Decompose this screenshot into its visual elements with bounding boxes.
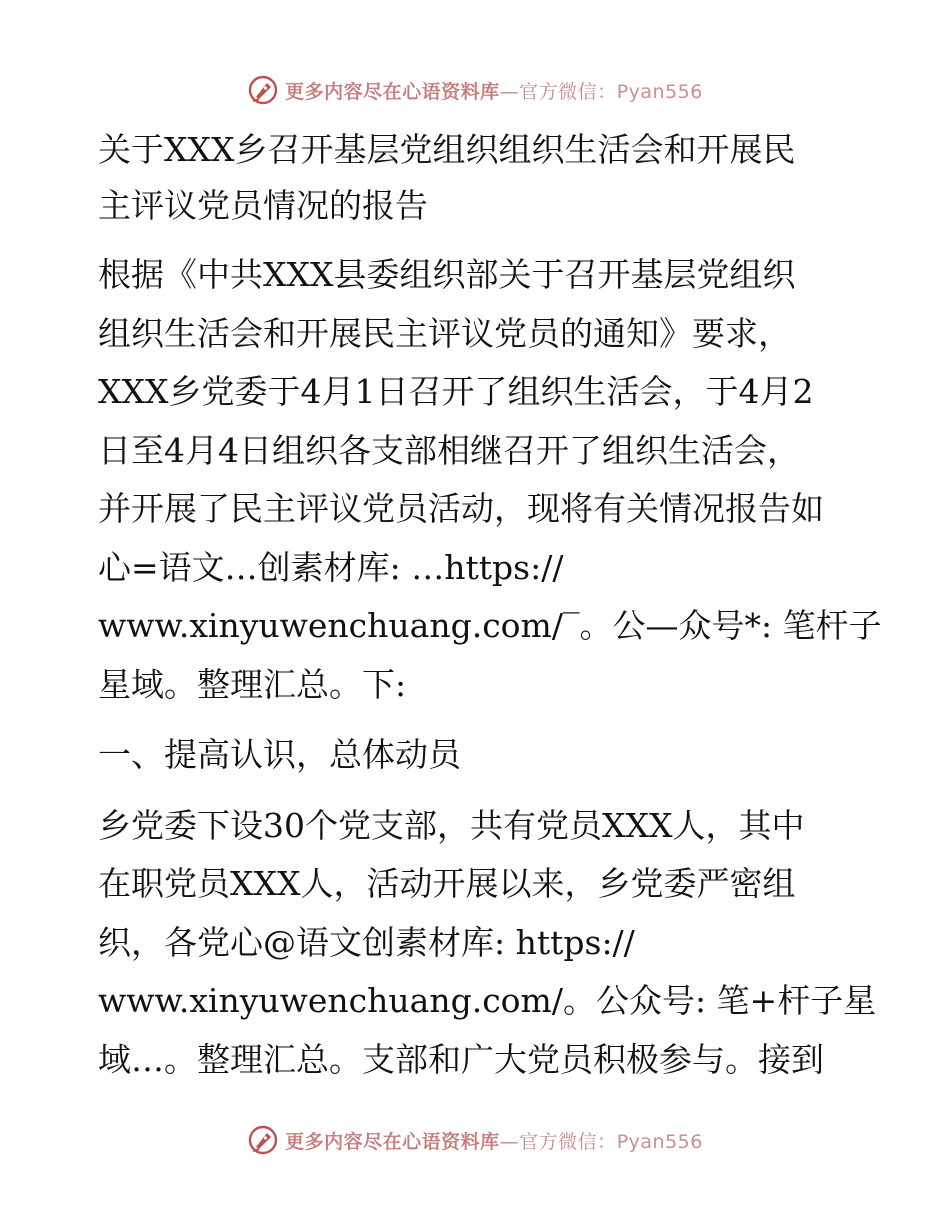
paragraph-line: www.xinyuwenchuang.com/‾。公—众号*: 笔杆子	[98, 606, 882, 645]
header-watermark	[0, 70, 950, 110]
pen-nib-logo-icon	[247, 74, 279, 106]
footer-watermark	[0, 1120, 950, 1160]
watermark-text	[285, 1127, 703, 1154]
paragraph-line: 组织生活会和开展民主评议党员的通知》要求，	[98, 313, 791, 353]
watermark-wechat-label: 官方微信：	[519, 80, 617, 103]
paragraph-line: 织，各党心@语文创素材库: https://	[98, 922, 635, 962]
paragraph-line: XXX乡党委于4月1日召开了组织生活会，于4月2	[98, 372, 814, 411]
watermark-dash: —	[499, 80, 520, 103]
watermark-wechat-id: Pyan556	[616, 80, 703, 103]
paragraph-line: 乡党委下设30个党支部，共有党员XXX人，其中	[98, 805, 805, 845]
watermark-dash: —	[499, 1130, 520, 1153]
paragraph-line: 心=语文…创素材库: …https://	[98, 547, 564, 587]
document-body	[98, 122, 882, 1101]
paragraph-line: 根据《中共XXX县委组织部关于召开基层党组织	[98, 255, 796, 294]
pen-nib-logo-icon	[247, 1124, 279, 1156]
watermark-lead: 更多内容尽在心语资料库	[285, 1130, 500, 1153]
title-line: 关于XXX乡召开基层党组织组织生活会和开展民	[98, 130, 796, 169]
section-heading	[98, 726, 858, 785]
paragraph-line: 并开展了民主评议党员活动，现将有关情况报告如	[98, 489, 824, 528]
heading-line: 一、提高认识，总体动员	[98, 735, 461, 774]
document-title	[98, 122, 858, 234]
watermark-lead: 更多内容尽在心语资料库	[285, 80, 500, 103]
paragraph-section-one	[98, 797, 877, 1090]
watermark-wechat-label: 官方微信：	[519, 1130, 617, 1153]
watermark-text	[285, 77, 703, 104]
paragraph-intro	[98, 246, 882, 714]
paragraph-line: 星域。整理汇总。下:	[98, 664, 407, 704]
paragraph-line: 域…。整理汇总。支部和广大党员积极参与。接到	[98, 1039, 824, 1079]
title-line: 主评议党员情况的报告	[98, 186, 428, 225]
paragraph-line: www.xinyuwenchuang.com/。公众号: 笔+杆子星	[98, 981, 877, 1020]
paragraph-line: 日至4月4日组织各支部相继召开了组织生活会，	[98, 430, 800, 470]
paragraph-line: 在职党员XXX人，活动开展以来，乡党委严密组	[98, 864, 796, 903]
watermark-wechat-id: Pyan556	[616, 1130, 703, 1153]
